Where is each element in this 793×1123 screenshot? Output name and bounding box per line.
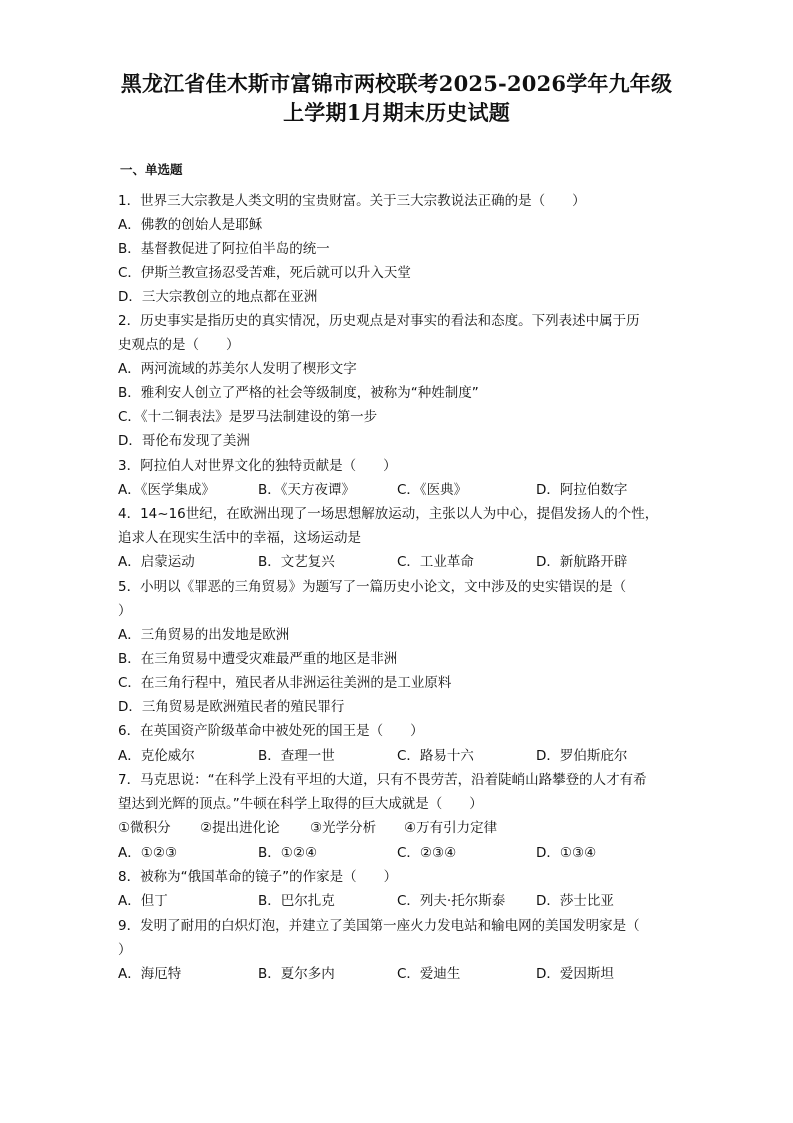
question-5-option-a: A．三角贸易的出发地是欧洲 [118, 627, 290, 643]
question-2-option-d: D．哥伦布发现了美洲 [118, 433, 250, 449]
question-3-option-c: C．《医典》 [397, 482, 468, 498]
question-1-option-d: D．三大宗教创立的地点都在亚洲 [118, 289, 318, 305]
question-2-stem-cont: 史观点的是（ ） [118, 337, 240, 353]
question-5-stem-cont: ） [118, 603, 132, 619]
question-4-stem: 4．14~16世纪，在欧洲出现了一场思想解放运动，主张以人为中心，提倡发扬人的个性， [118, 506, 659, 522]
question-3-option-a: A．《医学集成》 [118, 482, 215, 498]
question-6-option-d: D．罗伯斯庇尔 [536, 748, 628, 764]
question-4-option-c: C．工业革命 [397, 554, 474, 570]
question-3-option-d: D．阿拉伯数字 [536, 482, 628, 498]
question-6-option-a: A．克伦威尔 [118, 748, 195, 764]
page-title-line2: 上学期1月期末历史试题 [283, 100, 510, 125]
question-9-option-d: D．爱因斯坦 [536, 966, 614, 982]
question-7-option-c: C．②③④ [397, 845, 457, 861]
question-6-option-b: B．查理一世 [258, 748, 335, 764]
question-6-stem: 6．在英国资产阶级革命中被处死的国王是（ ） [118, 723, 424, 739]
question-5-stem: 5．小明以《罪恶的三角贸易》为题写了一篇历史小论文，文中涉及的史实错误的是（ [118, 579, 627, 595]
question-9-stem-cont: ） [118, 942, 132, 958]
question-7-item-3: ③光学分析 [310, 820, 377, 836]
question-1-option-b: B．基督教促进了阿拉伯半岛的统一 [118, 241, 330, 257]
question-2-option-c: C．《十二铜表法》是罗马法制建设的第一步 [118, 409, 378, 425]
question-7-stem: 7．马克思说：“在科学上没有平坦的大道，只有不畏劳苦，沿着陡峭山路攀登的人才有希 [118, 772, 647, 788]
question-5-option-c: C．在三角行程中，殖民者从非洲运往美洲的是工业原料 [118, 675, 452, 691]
question-2-stem: 2．历史事实是指历史的真实情况，历史观点是对事实的看法和态度。下列表述中属于历 [118, 313, 640, 329]
question-7-option-b: B．①②④ [258, 845, 318, 861]
question-9-stem: 9．发明了耐用的白炽灯泡，并建立了美国第一座火力发电站和输电网的美国发明家是（ [118, 918, 640, 934]
question-5-option-b: B．在三角贸易中遭受灾难最严重的地区是非洲 [118, 651, 398, 667]
question-9-option-a: A．海厄特 [118, 966, 182, 982]
question-7-stem-cont: 望达到光辉的顶点。”牛顿在科学上取得的巨大成就是（ ） [118, 796, 483, 812]
page-title-line1: 黑龙江省佳木斯市富锦市两校联考2025-2026学年九年级 [120, 71, 673, 96]
question-7-option-a: A．①②③ [118, 845, 178, 861]
question-6-option-c: C．路易十六 [397, 748, 474, 764]
question-7-item-4: ④万有引力定律 [404, 820, 498, 836]
question-1-option-c: C．伊斯兰教宣扬忍受苦难，死后就可以升入天堂 [118, 265, 411, 281]
question-8-option-a: A．但丁 [118, 893, 168, 909]
question-4-option-b: B．文艺复兴 [258, 554, 335, 570]
question-8-option-c: C．列夫·托尔斯泰 [397, 893, 506, 909]
question-3-option-b: B．《天方夜谭》 [258, 482, 356, 498]
question-7-item-2: ②提出进化论 [200, 820, 280, 836]
question-4-option-d: D．新航路开辟 [536, 554, 628, 570]
question-9-option-b: B．夏尔多内 [258, 966, 335, 982]
question-1-stem: 1．世界三大宗教是人类文明的宝贵财富。关于三大宗教说法正确的是（ ） [118, 193, 586, 209]
question-2-option-a: A．两河流域的苏美尔人发明了楔形文字 [118, 361, 357, 377]
question-4-option-a: A．启蒙运动 [118, 554, 195, 570]
question-8-stem: 8．被称为“俄国革命的镜子”的作家是（ ） [118, 869, 398, 885]
question-7-item-1: ①微积分 [118, 820, 171, 836]
question-8-option-d: D．莎士比亚 [536, 893, 614, 909]
question-7-option-d: D．①③④ [536, 845, 597, 861]
question-3-stem: 3．阿拉伯人对世界文化的独特贡献是（ ） [118, 458, 397, 474]
question-4-stem-cont: 追求人在现实生活中的幸福，这场运动是 [118, 530, 361, 546]
question-5-option-d: D．三角贸易是欧洲殖民者的殖民罪行 [118, 699, 345, 715]
question-8-option-b: B．巴尔扎克 [258, 893, 335, 909]
question-1-option-a: A．佛教的创始人是耶稣 [118, 217, 263, 233]
question-2-option-b: B．雅利安人创立了严格的社会等级制度，被称为“种姓制度” [118, 385, 479, 401]
question-9-option-c: C．爱迪生 [397, 966, 461, 982]
section-heading: 一、单选题 [120, 162, 183, 177]
